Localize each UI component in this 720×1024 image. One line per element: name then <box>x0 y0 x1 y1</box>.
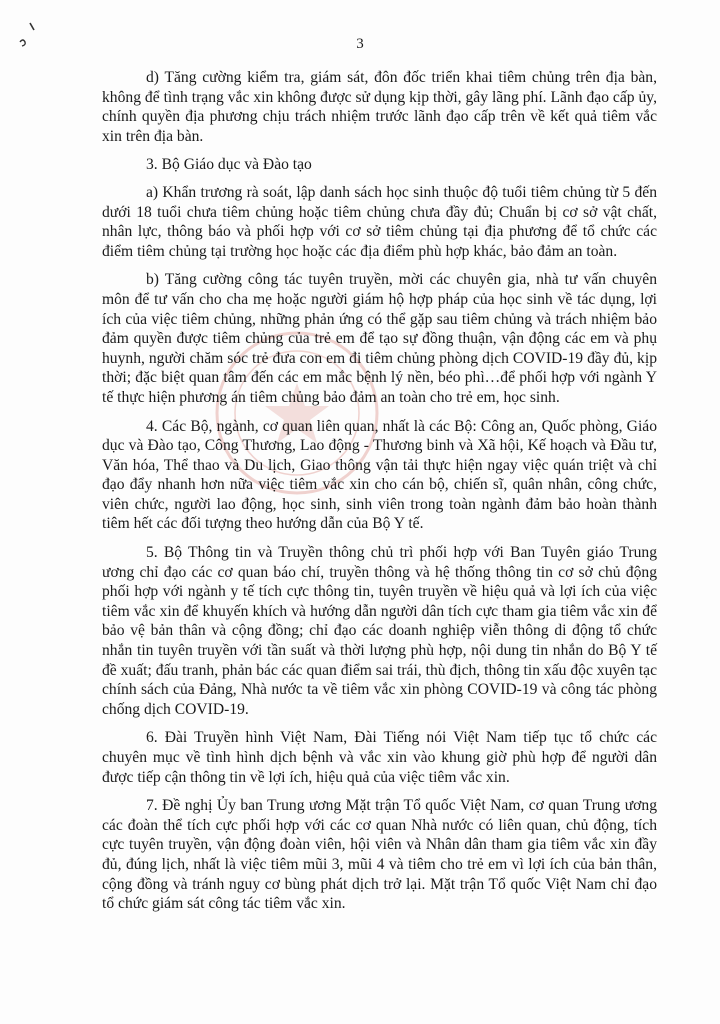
section-7-paragraph: 7. Đề nghị Ủy ban Trung ương Mặt trận Tổ quốc Việt Nam, cơ quan Trung ương các đoàn thể tích cực phối hợp với các cơ quan Nhà nước có liên quan, chủ động, tích cực tuyên truyền, vận động đoàn viên, hội viên và Nhân dân tham gia tiêm vắc xin đầy đủ, đúng lịch, nhất là việc tiêm mũi 3, mũi 4 và tiêm cho trẻ em vì lợi ích của bản thân, cộng đồng và tránh nguy cơ bùng phát dịch trở lại. Mặt trận Tổ quốc Việt Nam chỉ đạo tổ chức giám sát công tác tiêm vắc xin. <box>102 797 657 913</box>
document-body <box>102 68 657 923</box>
section-6-paragraph: 6. Đài Truyền hình Việt Nam, Đài Tiếng nói Việt Nam tiếp tục tổ chức các chuyên mục về tình hình dịch bệnh và vắc xin vào khung giờ phù hợp để người dân được tiếp cận thông tin về lợi ích, hiệu quả của việc tiêm vắc xin. <box>102 729 657 786</box>
section-3-item-b: b) Tăng cường công tác tuyên truyền, mời các chuyên gia, nhà tư vấn chuyên môn để tư vấn cho cha mẹ hoặc người giám hộ hợp pháp của học sinh về tác dụng, lợi ích của việc tiêm chủng, những phản ứng có thể gặp sau tiêm chủng và trách nhiệm bảo đảm quyền được tiêm chủng của trẻ em để tạo sự đồng thuận, vận động các em và phụ huynh, người chăm sóc trẻ đưa con em đi tiêm chủng phòng dịch COVID-19 đầy đủ, kịp thời; đặc biệt quan tâm đến các em mắc bệnh lý nền, béo phì…để phối hợp với ngành Y tế thực hiện phương án tiêm chủng bảo đảm an toàn cho trẻ em, học sinh. <box>102 271 657 406</box>
page-number: 3 <box>356 36 364 52</box>
paragraph-d: d) Tăng cường kiểm tra, giám sát, đôn đốc triển khai tiêm chủng trên địa bàn, không để tình trạng vắc xin không được sử dụng kịp thời, gây lãng phí. Lãnh đạo cấp ủy, chính quyền địa phương chịu trách nhiệm trước lãnh đạo cấp trên về kết quả tiêm vắc xin trên địa bàn. <box>102 69 657 145</box>
section-4-paragraph: 4. Các Bộ, ngành, cơ quan liên quan, nhất là các Bộ: Công an, Quốc phòng, Giáo dục và Đào tạo, Công Thương, Lao động - Thương binh và Xã hội, Kế hoạch và Đầu tư, Văn hóa, Thể thao và Du lịch, Giao thông vận tải thực hiện ngay việc quán triệt và chỉ đạo đẩy nhanh hơn nữa việc tiêm vắc xin cho cán bộ, chiến sĩ, quân nhân, công chức, viên chức, người lao động, học sinh, sinh viên trong toàn ngành đảm bảo hoàn thành tiêm hết các đối tượng theo hướng dẫn của Bộ Y tế. <box>102 417 657 533</box>
section-5-paragraph: 5. Bộ Thông tin và Truyền thông chủ trì phối hợp với Ban Tuyên giáo Trung ương chỉ đạo các cơ quan báo chí, truyền thông và hệ thống thông tin cơ sở chủ động phối hợp với ngành y tế tích cực thông tin, tuyên truyền về hiệu quả và lợi ích của việc tiêm vắc xin để khuyến khích và hướng dẫn người dân tích cực tham gia tiêm vắc xin để bảo vệ bản thân và cộng đồng; chỉ đạo các doanh nghiệp viễn thông di động tổ chức nhắn tin tuyên truyền với tần suất và thời lượng phù hợp, nội dung tin nhắn do Bộ Y tế đề xuất; đấu tranh, phản bác các quan điểm sai trái, thù địch, thông tin xấu độc xuyên tạc chính sách của Đảng, Nhà nước ta về tiêm vắc xin phòng COVID-19 và công tác phòng chống dịch COVID-19. <box>102 544 657 718</box>
section-3-item-a: a) Khẩn trương rà soát, lập danh sách học sinh thuộc độ tuổi tiêm chủng từ 5 đến dưới 18 tuổi chưa tiêm chủng hoặc tiêm chủng chưa đầy đủ; Chuẩn bị cơ sở vật chất, nhân lực, thông báo và phối hợp với cơ sở tiêm chủng tại địa phương để tổ chức các điểm tiêm chủng tại trường học hoặc các địa điểm phù hợp khác, bảo đảm an toàn. <box>102 183 657 260</box>
section-3-heading: 3. Bộ Giáo dục và Đào tạo <box>146 156 312 174</box>
